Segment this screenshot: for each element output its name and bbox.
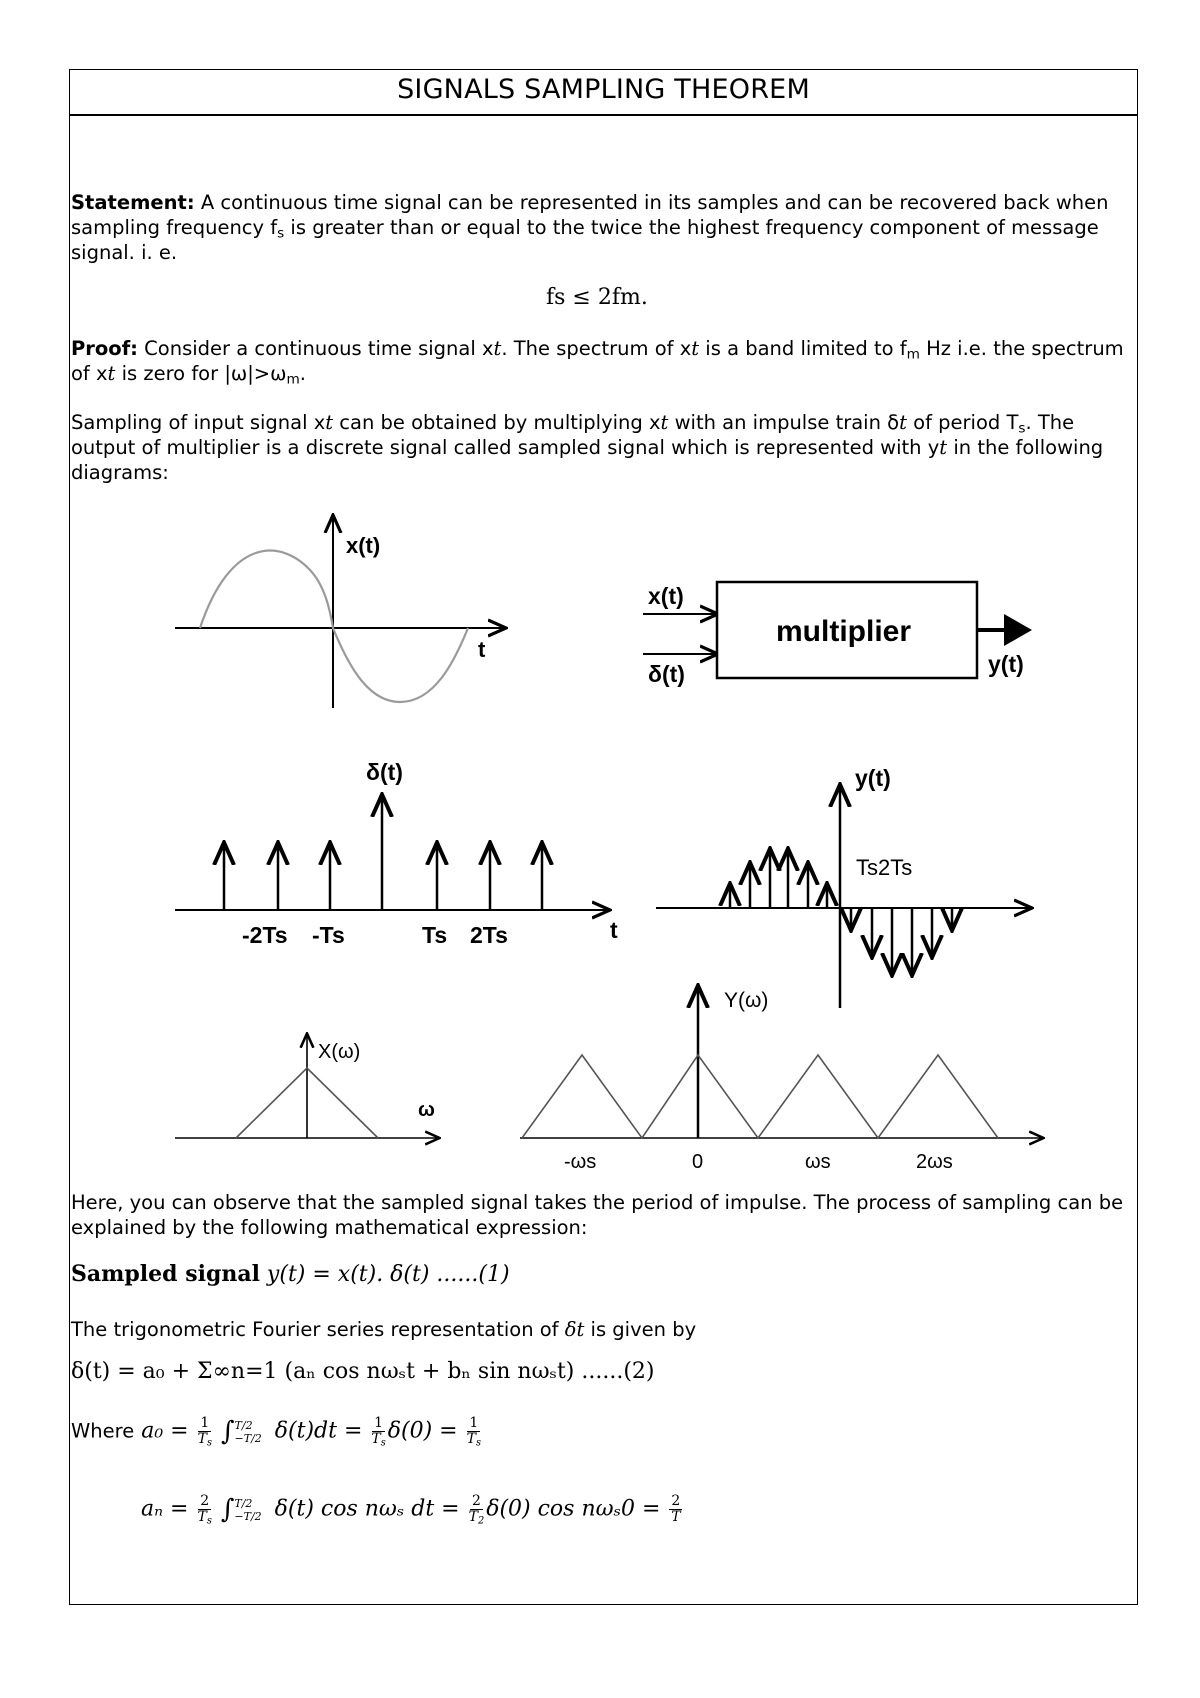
fourier-paragraph: The trigonometric Fourier series representation of δt is given by [71, 1318, 697, 1341]
statement-paragraph: Statement: A continuous time signal can be represented in its samples and can be recovered back when sampling frequency $f_s$ is greater than or equal to the twice the highest frequency component of message signal. i. e. [71, 191, 1109, 264]
statement-equation: fs ≤ 2fm. [546, 285, 648, 310]
Yw-label: Y(ω) [724, 989, 769, 1012]
mult-output-label: y(t) [988, 651, 1024, 677]
mult-input-1-label: x(t) [648, 583, 684, 609]
delta-axis-label: t [610, 917, 618, 943]
mult-input-2-label: δ(t) [648, 661, 685, 687]
xt-axis-label: t [478, 637, 486, 662]
delta-label: δ(t) [366, 759, 403, 785]
delta-tick-label: -2Ts [242, 922, 288, 948]
Xw-axis-label: ω [418, 1099, 435, 1121]
Yw-triangles [522, 1055, 998, 1138]
delta-tick-label: Ts [422, 922, 448, 948]
equation-2: δ(t) = a₀ + Σ∞n=1 (aₙ cos nωₛt + bₙ sin nωₛt) ......(2) [71, 1359, 655, 1384]
page-frame [69, 69, 1138, 1605]
observe-paragraph: Here, you can observe that the sampled signal takes the period of impulse. The process of sampling can be explained by the following mathematical expression: [71, 1191, 1124, 1239]
Yw-tick-label: ωs [805, 1151, 831, 1173]
where-a0-equation: Where a₀ = $\frac{1}{T_s}$ ∫ T/2 −T/2 δ(t)dt = $\frac{1}{T_s}$ δ(0) = $\frac{1}{T_s}$ [71, 1415, 481, 1449]
statement-label: Statement: [71, 191, 195, 214]
where-an-equation: aₙ = $\frac{2}{T_s}$ ∫ T/2 −T/2 δ(t) cos nωₛ dt = $\frac{2}{T_2}$ δ(0) cos nωₛ0 = $\frac{2}{T}$ [141, 1493, 681, 1527]
page-title: SIGNALS SAMPLING THEOREM [70, 70, 1137, 116]
yt-label: y(t) [855, 765, 891, 791]
Yw-tick-label: -ωs [564, 1151, 597, 1173]
Xw-label: X(ω) [318, 1041, 361, 1063]
yt-tick-label: Ts2Ts [856, 855, 913, 880]
Yw-tick-label: 0 [692, 1151, 704, 1173]
delta-tick-label: 2Ts [470, 922, 508, 948]
sampling-paragraph: Sampling of input signal xt can be obtained by multiplying xt with an impulse train δt of period $T_s$. The output of multiplier is a discrete signal called sampled signal which is represented with yt in the following diagrams: [71, 411, 1104, 484]
Yw-tick-label: 2ωs [916, 1151, 953, 1173]
delta-impulses [224, 797, 542, 910]
equation-1: Sampled signal y(t) = x(t). δ(t) ......(1) [71, 1261, 510, 1287]
delta-tick-label: -Ts [312, 922, 345, 948]
proof-label: Proof: [71, 337, 138, 360]
xt-label: x(t) [346, 533, 381, 558]
proof-paragraph: Proof: Consider a continuous time signal xt. The spectrum of xt is a band limited to $f_m$ Hz i.e. the spectrum of xt is zero for $|\omega|>\omega_m$. [71, 337, 1124, 388]
multiplier-label: multiplier [776, 615, 912, 648]
